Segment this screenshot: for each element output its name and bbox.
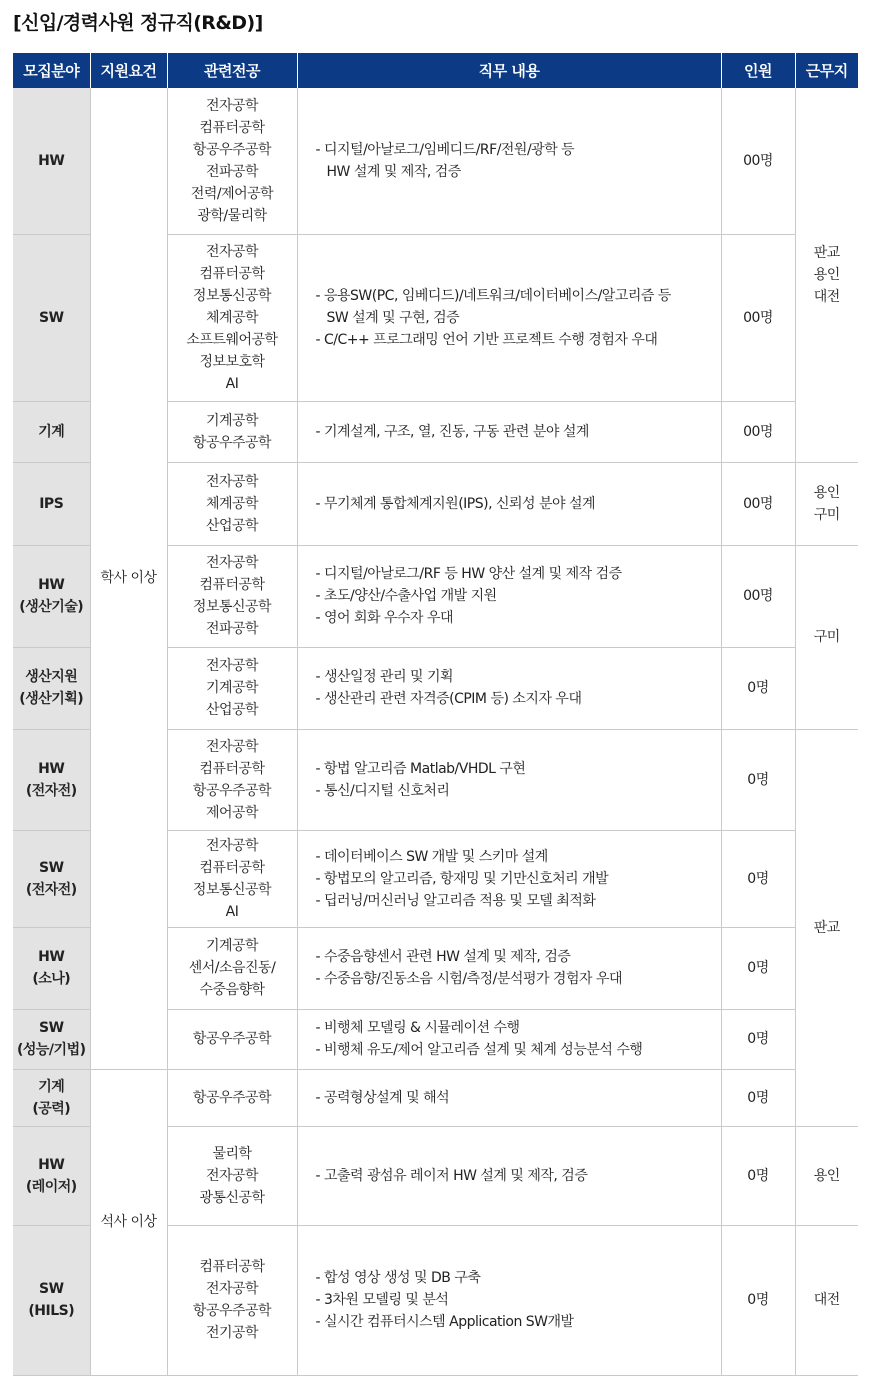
- headcount-cell: 0명: [721, 1225, 795, 1375]
- field-cell: [13, 88, 90, 234]
- headcount-cell: 00명: [721, 88, 795, 234]
- headcount-cell: 0명: [721, 647, 795, 729]
- field-label: SW: [38, 309, 64, 326]
- duty-item: - 영어 회화 우수자 우대: [315, 610, 454, 626]
- location-cell: [795, 545, 858, 729]
- table-body: [13, 88, 858, 1375]
- majors-cell: [167, 927, 297, 1009]
- duties-cell: [297, 1069, 721, 1126]
- table-header-row: [13, 53, 858, 88]
- field-label: 기계: [38, 1078, 65, 1095]
- major-item: 제어공학: [205, 804, 259, 821]
- majors-cell: [167, 88, 297, 234]
- major-item: 전자공학: [205, 1167, 259, 1184]
- recruitment-table: [13, 53, 858, 1376]
- location-cell: [795, 88, 858, 462]
- duties-cell: [297, 545, 721, 647]
- headcount-cell: 0명: [721, 729, 795, 830]
- majors-cell: [167, 729, 297, 830]
- field-label: 생산지원: [25, 669, 78, 685]
- major-item: 산업공학: [205, 702, 259, 718]
- major-item: 산업공학: [205, 517, 259, 534]
- major-item: 전력/제어공학: [190, 185, 274, 202]
- duties-cell: [297, 1009, 721, 1069]
- table-row: [13, 88, 858, 234]
- major-item: 전기공학: [205, 1325, 259, 1341]
- duties-cell: [297, 647, 721, 729]
- majors-cell: [167, 1126, 297, 1225]
- duty-item: - 고출력 광섬유 레이저 HW 설계 및 제작, 검증: [315, 1167, 588, 1184]
- location-item: 판교: [813, 244, 840, 261]
- duty-item: - 무기체계 통합체계지원(IPS), 신뢰성 분야 설계: [315, 495, 596, 512]
- duty-item: - 기계설계, 구조, 열, 진동, 구동 관련 분야 설계: [315, 423, 589, 440]
- major-item: 기계공학: [205, 412, 259, 429]
- major-item: 전파공학: [205, 621, 259, 637]
- headcount-cell: 0명: [721, 1126, 795, 1225]
- headcount-cell: 00명: [721, 401, 795, 462]
- major-item: 항공우주공학: [192, 1303, 272, 1319]
- header-major: 관련전공: [167, 53, 297, 88]
- field-label: 기계: [38, 423, 65, 440]
- major-item: 항공우주공학: [192, 141, 272, 158]
- location-item: 판교: [813, 919, 840, 936]
- field-label: (성능/기법): [16, 1042, 86, 1058]
- duty-item: - 딥러닝/머신러닝 알고리즘 적용 및 모델 최적화: [315, 892, 596, 909]
- major-item: 전파공학: [205, 163, 259, 180]
- major-item: 광학/물리학: [197, 207, 267, 224]
- field-label: HW: [38, 760, 65, 777]
- field-label: (HILS): [28, 1303, 75, 1319]
- major-item: 전자공학: [205, 837, 259, 854]
- location-cell: [795, 1225, 858, 1375]
- field-label: (전자전): [25, 881, 77, 898]
- duties-cell: [297, 1126, 721, 1225]
- major-item: 컴퓨터공학: [199, 760, 265, 777]
- duty-item: - 비행체 유도/제어 알고리즘 설계 및 체계 성능분석 수행: [315, 1042, 643, 1058]
- major-item: 정보보호학: [199, 353, 265, 370]
- majors-cell: [167, 830, 297, 927]
- field-label: SW: [38, 1020, 64, 1036]
- duties-cell: [297, 234, 721, 401]
- field-cell: [13, 401, 90, 462]
- duties-cell: [297, 88, 721, 234]
- field-cell: [13, 830, 90, 927]
- majors-cell: [167, 545, 297, 647]
- major-item: 컴퓨터공학: [199, 1259, 265, 1275]
- duty-item: - 수중음향/진동소음 시험/측정/분석평가 경험자 우대: [315, 971, 623, 987]
- table-row: [13, 1069, 858, 1126]
- field-cell: [13, 1126, 90, 1225]
- field-label: HW: [38, 1156, 65, 1173]
- duty-item: HW 설계 및 제작, 검증: [326, 163, 461, 180]
- major-item: 전자공학: [205, 1281, 259, 1297]
- field-label: (생산기술): [19, 599, 84, 615]
- duty-item: - 디지털/아날로그/RF 등 HW 양산 설계 및 제작 검증: [315, 566, 622, 582]
- field-label: (생산기획): [19, 691, 84, 707]
- major-item: 기계공학: [205, 680, 259, 696]
- field-cell: [13, 234, 90, 401]
- headcount-cell: 0명: [721, 830, 795, 927]
- field-label: SW: [38, 1281, 64, 1297]
- duty-item: - 3차원 모델링 및 분석: [315, 1292, 449, 1308]
- duty-item: - 생산일정 관리 및 기획: [315, 669, 454, 685]
- duty-item: - 공력형상설계 및 해석: [315, 1089, 450, 1106]
- majors-cell: [167, 1069, 297, 1126]
- duty-item: - 데이터베이스 SW 개발 및 스키마 설계: [315, 848, 548, 865]
- location-cell: [795, 462, 858, 545]
- duties-cell: [297, 830, 721, 927]
- field-label: (전자전): [25, 782, 77, 799]
- field-cell: [13, 1009, 90, 1069]
- field-cell: [13, 729, 90, 830]
- major-item: 체계공학: [205, 309, 259, 326]
- duty-item: - 통신/디지털 신호처리: [315, 782, 450, 799]
- major-item: 정보통신공학: [192, 599, 272, 615]
- duty-item: - 생산관리 관련 자격증(CPIM 등) 소지자 우대: [315, 691, 582, 707]
- major-item: 수중음향학: [199, 982, 265, 998]
- duty-item: - 디지털/아날로그/임베디드/RF/전원/광학 등: [315, 141, 575, 158]
- majors-cell: [167, 401, 297, 462]
- field-label: HW: [38, 577, 65, 593]
- headcount-cell: 0명: [721, 927, 795, 1009]
- headcount-cell: 0명: [721, 1069, 795, 1126]
- major-item: 컴퓨터공학: [199, 859, 265, 876]
- header-requirement: 지원요건: [90, 53, 167, 88]
- major-item: 전자공학: [205, 658, 259, 674]
- headcount-cell: 0명: [721, 1009, 795, 1069]
- field-label: (레이저): [25, 1178, 77, 1195]
- headcount-cell: 00명: [721, 545, 795, 647]
- duty-item: SW 설계 및 구현, 검증: [326, 309, 460, 326]
- majors-cell: [167, 234, 297, 401]
- duties-cell: [297, 462, 721, 545]
- field-label: HW: [38, 152, 65, 169]
- major-item: 전자공학: [205, 555, 259, 571]
- duty-item: - 비행체 모델링 & 시뮬레이션 수행: [315, 1020, 520, 1036]
- location-cell: [795, 729, 858, 1126]
- major-item: 전자공학: [205, 738, 259, 755]
- duties-cell: [297, 729, 721, 830]
- header-location: 근무지: [795, 53, 858, 88]
- header-headcount: 인원: [721, 53, 795, 88]
- majors-cell: [167, 1225, 297, 1375]
- headcount-cell: 00명: [721, 462, 795, 545]
- field-cell: [13, 647, 90, 729]
- field-label: (소나): [32, 971, 71, 987]
- page-title: [신입/경력사원 정규직(R&D)]: [13, 12, 263, 34]
- field-label: IPS: [39, 495, 64, 512]
- major-item: AI: [225, 375, 239, 392]
- duty-item: - 항법모의 알고리즘, 항재밍 및 기만신호처리 개발: [315, 870, 609, 887]
- location-item: 구미: [813, 506, 840, 523]
- headcount-cell: 00명: [721, 234, 795, 401]
- location-item: 용인: [813, 1167, 840, 1184]
- header-duty: 직무 내용: [297, 53, 721, 88]
- major-item: 물리학: [212, 1145, 252, 1162]
- location-item: 용인: [813, 266, 840, 283]
- field-cell: [13, 462, 90, 545]
- duty-item: - 응용SW(PC, 임베디드)/네트워크/데이터베이스/알고리즘 등: [315, 287, 671, 304]
- duty-item: - 합성 영상 생성 및 DB 구축: [315, 1270, 481, 1286]
- duty-item: - 항법 알고리즘 Matlab/VHDL 구현: [315, 760, 526, 777]
- field-label: HW: [38, 949, 65, 965]
- major-item: 소프트웨어공학: [186, 331, 278, 348]
- major-item: 전자공학: [205, 97, 259, 114]
- major-item: 항공우주공학: [192, 782, 272, 799]
- field-cell: [13, 1225, 90, 1375]
- major-item: 기계공학: [205, 938, 259, 954]
- duties-cell: [297, 1225, 721, 1375]
- major-item: 컴퓨터공학: [199, 119, 265, 136]
- duties-cell: [297, 401, 721, 462]
- major-item: 정보통신공학: [192, 287, 272, 304]
- major-item: 센서/소음진동/: [188, 960, 276, 976]
- majors-cell: [167, 462, 297, 545]
- duties-cell: [297, 927, 721, 1009]
- majors-cell: [167, 647, 297, 729]
- field-label: (공력): [32, 1100, 71, 1117]
- field-cell: [13, 927, 90, 1009]
- field-cell: [13, 1069, 90, 1126]
- major-item: 정보통신공학: [192, 881, 272, 898]
- major-item: 전자공학: [205, 243, 259, 260]
- major-item: 항공우주공학: [192, 1031, 272, 1047]
- location-cell: [795, 1126, 858, 1225]
- major-item: 항공우주공학: [192, 1089, 272, 1106]
- major-item: 광통신공학: [199, 1189, 265, 1206]
- major-item: 체계공학: [205, 495, 259, 512]
- location-item: 구미: [813, 629, 840, 645]
- major-item: AI: [225, 903, 239, 920]
- major-item: 컴퓨터공학: [199, 577, 265, 593]
- requirement-cell: 석사 이상: [90, 1069, 167, 1375]
- duty-item: - 수중음향센서 관련 HW 설계 및 제작, 검증: [315, 949, 571, 965]
- requirement-cell: 학사 이상: [90, 88, 167, 1069]
- major-item: 컴퓨터공학: [199, 265, 265, 282]
- location-item: 용인: [813, 484, 840, 501]
- header-field: 모집분야: [13, 53, 90, 88]
- location-item: 대전: [813, 1292, 840, 1308]
- location-item: 대전: [813, 288, 840, 305]
- majors-cell: [167, 1009, 297, 1069]
- duty-item: - C/C++ 프로그래밍 언어 기반 프로젝트 수행 경험자 우대: [315, 331, 658, 348]
- field-cell: [13, 545, 90, 647]
- duty-item: - 초도/양산/수출사업 개발 지원: [315, 588, 497, 604]
- major-item: 항공우주공학: [192, 434, 272, 451]
- field-label: SW: [38, 859, 64, 876]
- major-item: 전자공학: [205, 473, 259, 490]
- duty-item: - 실시간 컴퓨터시스템 Application SW개발: [315, 1314, 574, 1330]
